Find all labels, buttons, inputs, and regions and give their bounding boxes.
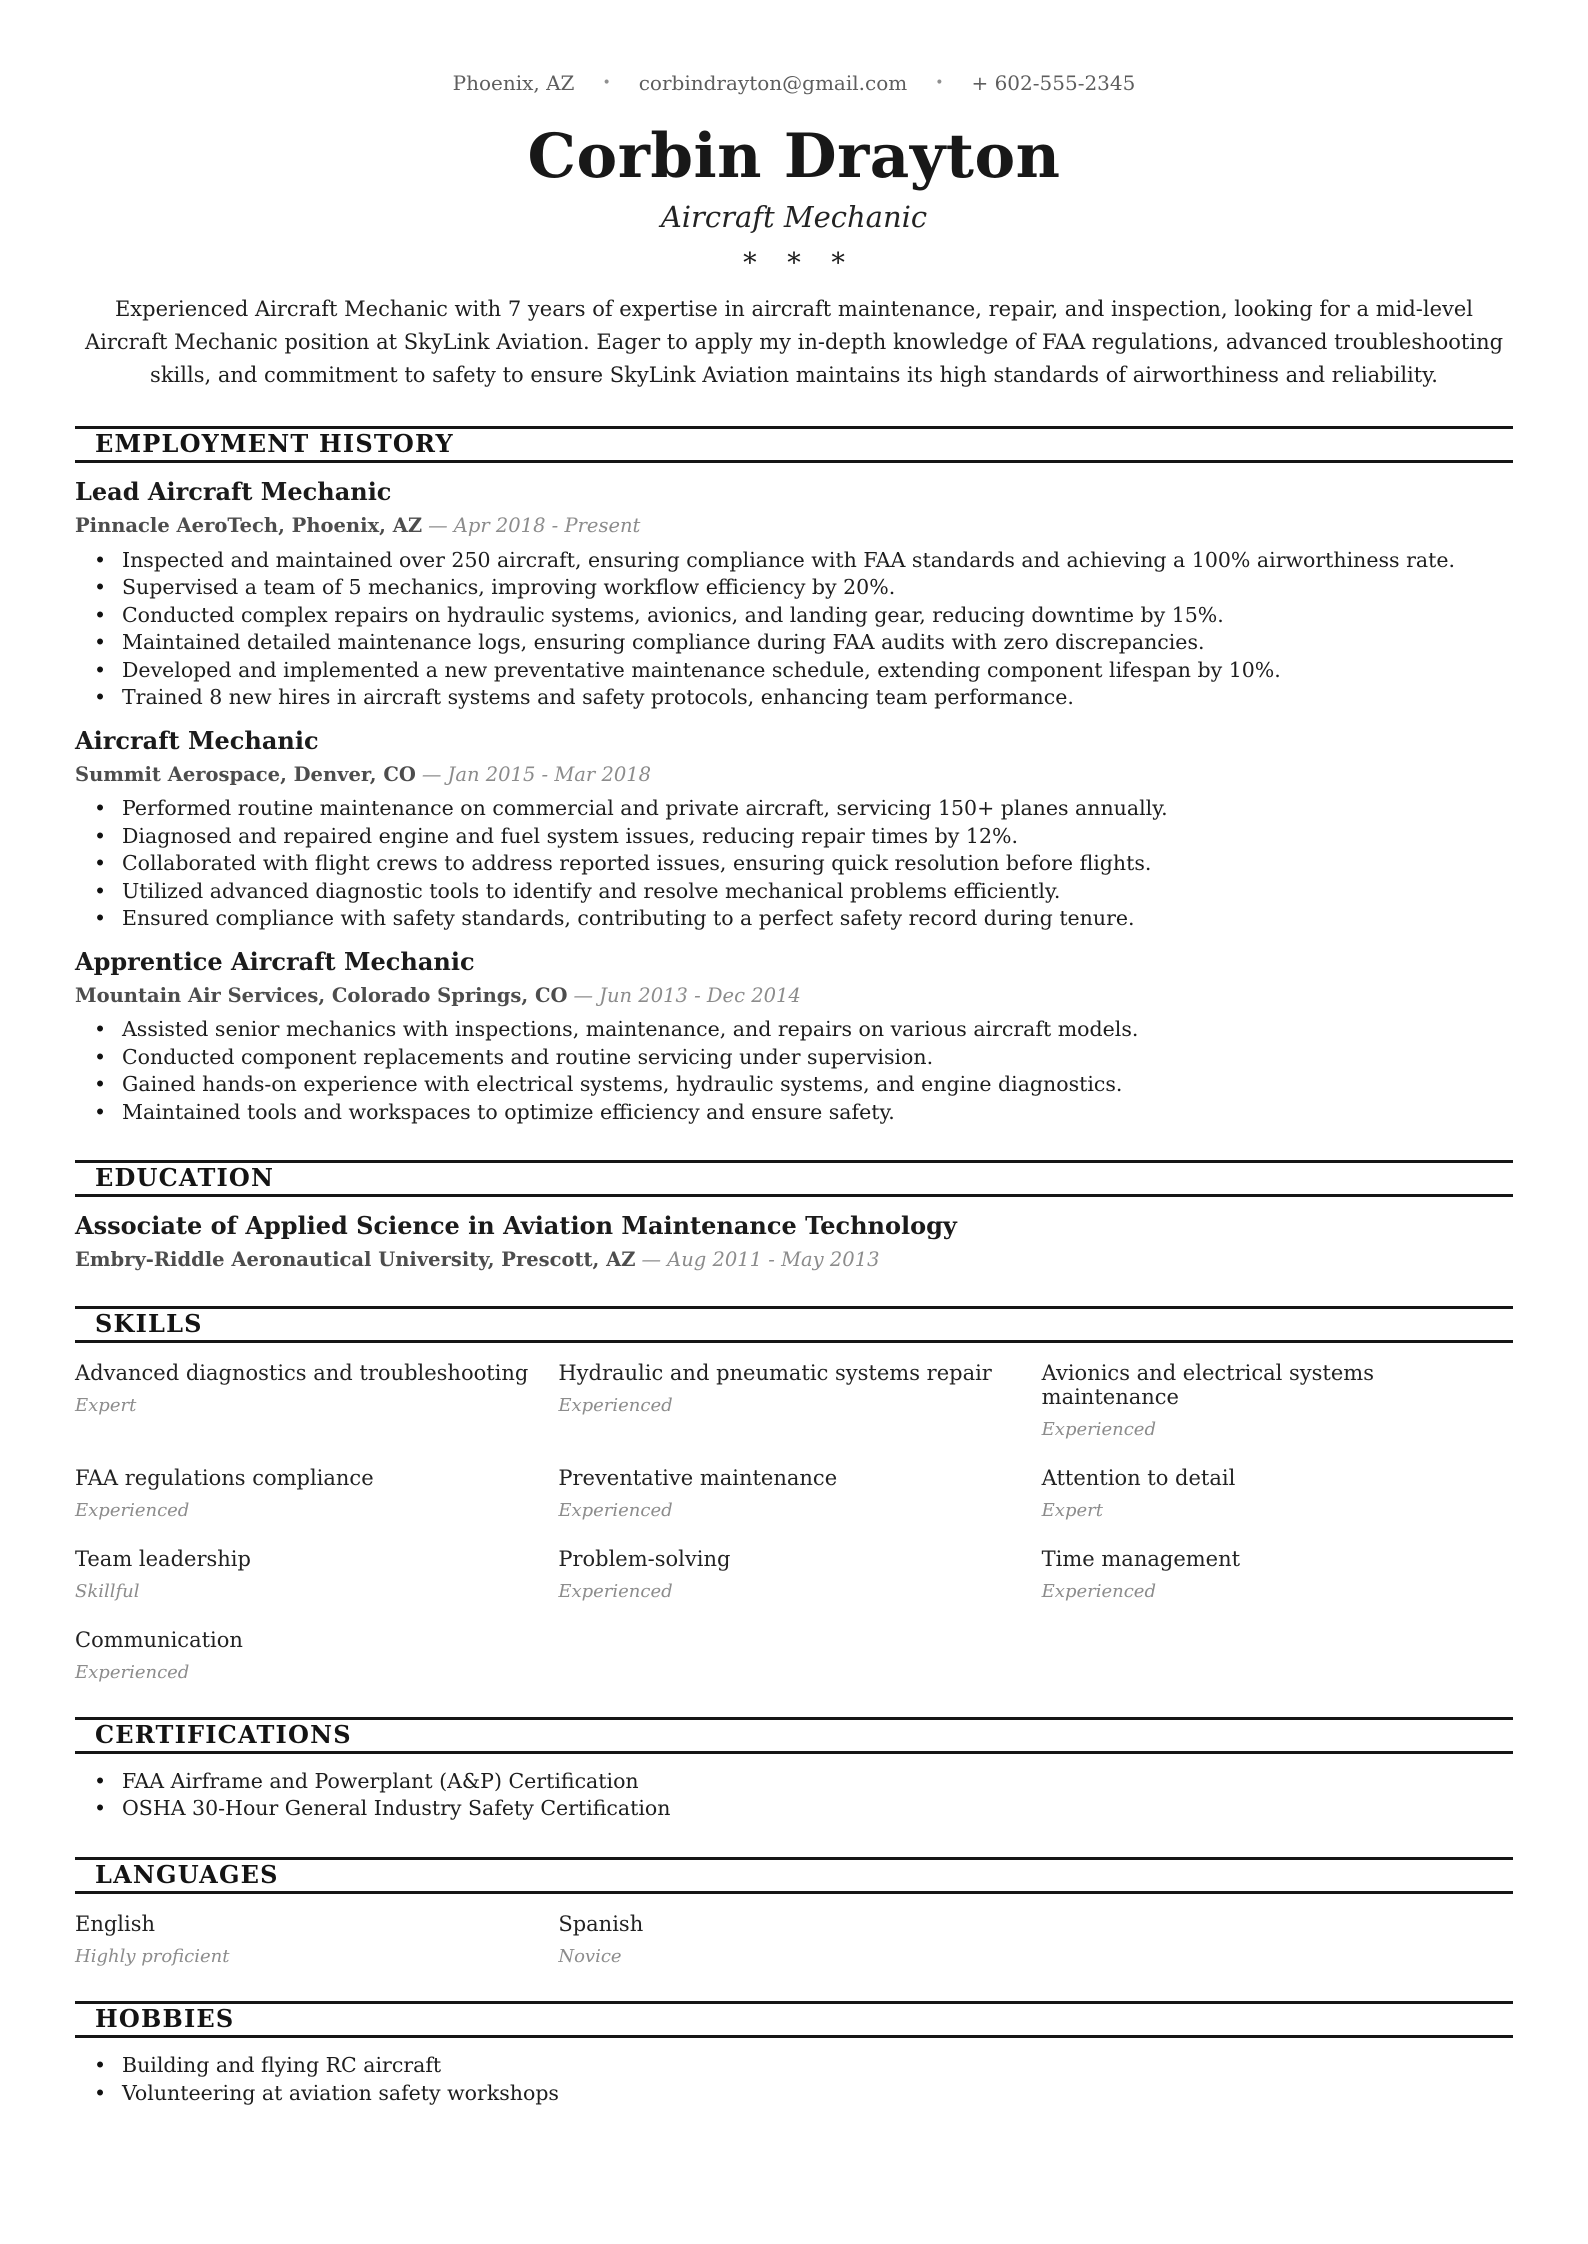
skill-level: Expert [1041, 1499, 1103, 1521]
job-title: Apprentice Aircraft Mechanic [75, 946, 475, 976]
job-title: Lead Aircraft Mechanic [75, 477, 392, 507]
skill-level: Experienced [75, 1661, 190, 1683]
hobby-item: • Volunteering at aviation safety workshops [75, 2080, 1513, 2108]
job-bullet: • Trained 8 new hires in aircraft systems and safety protocols, enhancing team performance. [75, 684, 1513, 712]
skill-item [558, 1466, 1029, 1521]
job-meta [75, 984, 1513, 1007]
section-title-hobbies: HOBBIES [75, 2001, 1513, 2038]
skill-item [558, 1361, 1029, 1440]
job-bullet: • Collaborated with flight crews to address reported issues, ensuring quick resolution before flights. [75, 850, 1513, 878]
skill-name: Preventative maintenance [558, 1465, 838, 1490]
language-name: English [75, 1912, 156, 1937]
job-bullet-list [75, 547, 1513, 712]
skill-name: Communication [75, 1627, 243, 1652]
skill-level: Experienced [1041, 1418, 1156, 1440]
language-name: Spanish [558, 1912, 644, 1937]
certification-item: • FAA Airframe and Powerplant (A&P) Certification [75, 1768, 1513, 1796]
summary-paragraph: Experienced Aircraft Mechanic with 7 years of expertise in aircraft maintenance, repair, and inspection, looking for a mid-level Aircraft Mechanic position at SkyLink Aviation. Eager to apply my in-depth knowledge of FAA regulations, advanced troubleshooting skills, and commitment to safety to ensure SkyLink Aviation maintains its high standards of airworthiness and reliability. [84, 297, 1504, 388]
contact-location: Phoenix, AZ [452, 71, 575, 95]
language-level: Novice [558, 1946, 622, 1968]
contact-email: corbindrayton@gmail.com [638, 71, 908, 95]
section-certifications [75, 1717, 1513, 1823]
job-company: Summit Aerospace, Denver, CO [75, 762, 416, 786]
skill-item [75, 1628, 546, 1683]
separator-dot-icon: • [935, 75, 944, 91]
section-skills [75, 1306, 1513, 1683]
section-title-skills: SKILLS [75, 1306, 1513, 1343]
job-company: Pinnacle AeroTech, Phoenix, AZ [75, 514, 423, 538]
education-dates: — Aug 2011 - May 2013 [641, 1248, 880, 1272]
section-education [75, 1160, 1513, 1272]
skill-item [558, 1547, 1029, 1602]
job-entry [75, 477, 1513, 711]
job-bullet: • Supervised a team of 5 mechanics, improving workflow efficiency by 20%. [75, 574, 1513, 602]
school-name: Embry-Riddle Aeronautical University, Prescott, AZ [75, 1248, 636, 1272]
skills-grid [75, 1361, 1513, 1683]
job-bullet: • Performed routine maintenance on commercial and private aircraft, servicing 150+ planes annually. [75, 795, 1513, 823]
job-bullet-list [75, 1016, 1513, 1126]
job-dates: — Jan 2015 - Mar 2018 [421, 762, 652, 786]
job-bullet: • Maintained tools and workspaces to optimize efficiency and ensure safety. [75, 1099, 1513, 1127]
skill-level: Experienced [558, 1580, 673, 1602]
skill-name: Advanced diagnostics and troubleshooting [75, 1360, 529, 1385]
skill-name: Hydraulic and pneumatic systems repair [558, 1360, 992, 1385]
job-bullet: • Inspected and maintained over 250 aircraft, ensuring compliance with FAA standards and achieving a 100% airworthiness rate. [75, 547, 1513, 575]
job-bullet-list [75, 795, 1513, 933]
job-bullet: • Utilized advanced diagnostic tools to identify and resolve mechanical problems efficiently. [75, 878, 1513, 906]
job-bullet: • Developed and implemented a new preventative maintenance schedule, extending component lifespan by 10%. [75, 657, 1513, 685]
job-dates: — Apr 2018 - Present [428, 514, 641, 538]
skill-name: Team leadership [75, 1546, 251, 1571]
job-title: Aircraft Mechanic [75, 725, 319, 755]
skill-name: Avionics and electrical systems maintenance [1041, 1360, 1374, 1409]
skill-name: Attention to detail [1041, 1465, 1236, 1490]
skill-item [1042, 1547, 1513, 1602]
skill-item [1042, 1361, 1513, 1440]
certification-list [75, 1768, 1513, 1823]
skill-item [75, 1361, 546, 1440]
skill-level: Experienced [558, 1394, 673, 1416]
skill-level: Experienced [558, 1499, 673, 1521]
ornament-asterisks-icon: * * * [743, 248, 845, 280]
education-meta [75, 1248, 1513, 1271]
job-bullet: • Maintained detailed maintenance logs, ensuring compliance during FAA audits with zero discrepancies. [75, 629, 1513, 657]
section-title-education: EDUCATION [75, 1160, 1513, 1197]
skill-item [1042, 1466, 1513, 1521]
job-bullet: • Ensured compliance with safety standards, contributing to a perfect safety record during tenure. [75, 905, 1513, 933]
skill-name: Problem-solving [558, 1546, 731, 1571]
skill-level: Experienced [1041, 1580, 1156, 1602]
contact-line [75, 70, 1513, 96]
section-title-employment: EMPLOYMENT HISTORY [75, 426, 1513, 463]
job-company: Mountain Air Services, Colorado Springs, CO [75, 983, 568, 1007]
section-languages [75, 1857, 1513, 1967]
contact-phone: + 602-555-2345 [971, 71, 1136, 95]
certification-item: • OSHA 30-Hour General Industry Safety Certification [75, 1795, 1513, 1823]
language-item [558, 1912, 1029, 1967]
languages-grid [75, 1912, 1513, 1967]
section-employment [75, 426, 1513, 1126]
job-bullet: • Diagnosed and repaired engine and fuel system issues, reducing repair times by 12%. [75, 823, 1513, 851]
degree-title: Associate of Applied Science in Aviation Maintenance Technology [75, 1211, 957, 1241]
job-meta [75, 514, 1513, 537]
skill-name: Time management [1041, 1546, 1241, 1571]
section-hobbies [75, 2001, 1513, 2107]
skill-level: Expert [75, 1394, 137, 1416]
section-title-languages: LANGUAGES [75, 1857, 1513, 1894]
job-bullet: • Conducted component replacements and routine servicing under supervision. [75, 1044, 1513, 1072]
candidate-name: Corbin Drayton [527, 121, 1061, 192]
job-entry [75, 947, 1513, 1126]
job-bullet: • Gained hands-on experience with electrical systems, hydraulic systems, and engine diagnostics. [75, 1071, 1513, 1099]
job-meta [75, 763, 1513, 786]
job-entry [75, 726, 1513, 933]
section-title-certifications: CERTIFICATIONS [75, 1717, 1513, 1754]
separator-dot-icon: • [602, 75, 611, 91]
language-level: Highly proficient [75, 1946, 230, 1968]
hobby-list [75, 2052, 1513, 2107]
language-item [75, 1912, 546, 1967]
skill-name: FAA regulations compliance [75, 1465, 374, 1490]
job-dates: — Jun 2013 - Dec 2014 [573, 983, 801, 1007]
skill-item [75, 1466, 546, 1521]
hobby-item: • Building and flying RC aircraft [75, 2052, 1513, 2080]
skill-item [75, 1547, 546, 1602]
skill-level: Experienced [75, 1499, 190, 1521]
candidate-job-title: Aircraft Mechanic [660, 200, 928, 235]
job-bullet: • Conducted complex repairs on hydraulic systems, avionics, and landing gear, reducing downtime by 15%. [75, 602, 1513, 630]
skill-level: Skillful [75, 1580, 140, 1602]
job-bullet: • Assisted senior mechanics with inspections, maintenance, and repairs on various aircraft models. [75, 1016, 1513, 1044]
